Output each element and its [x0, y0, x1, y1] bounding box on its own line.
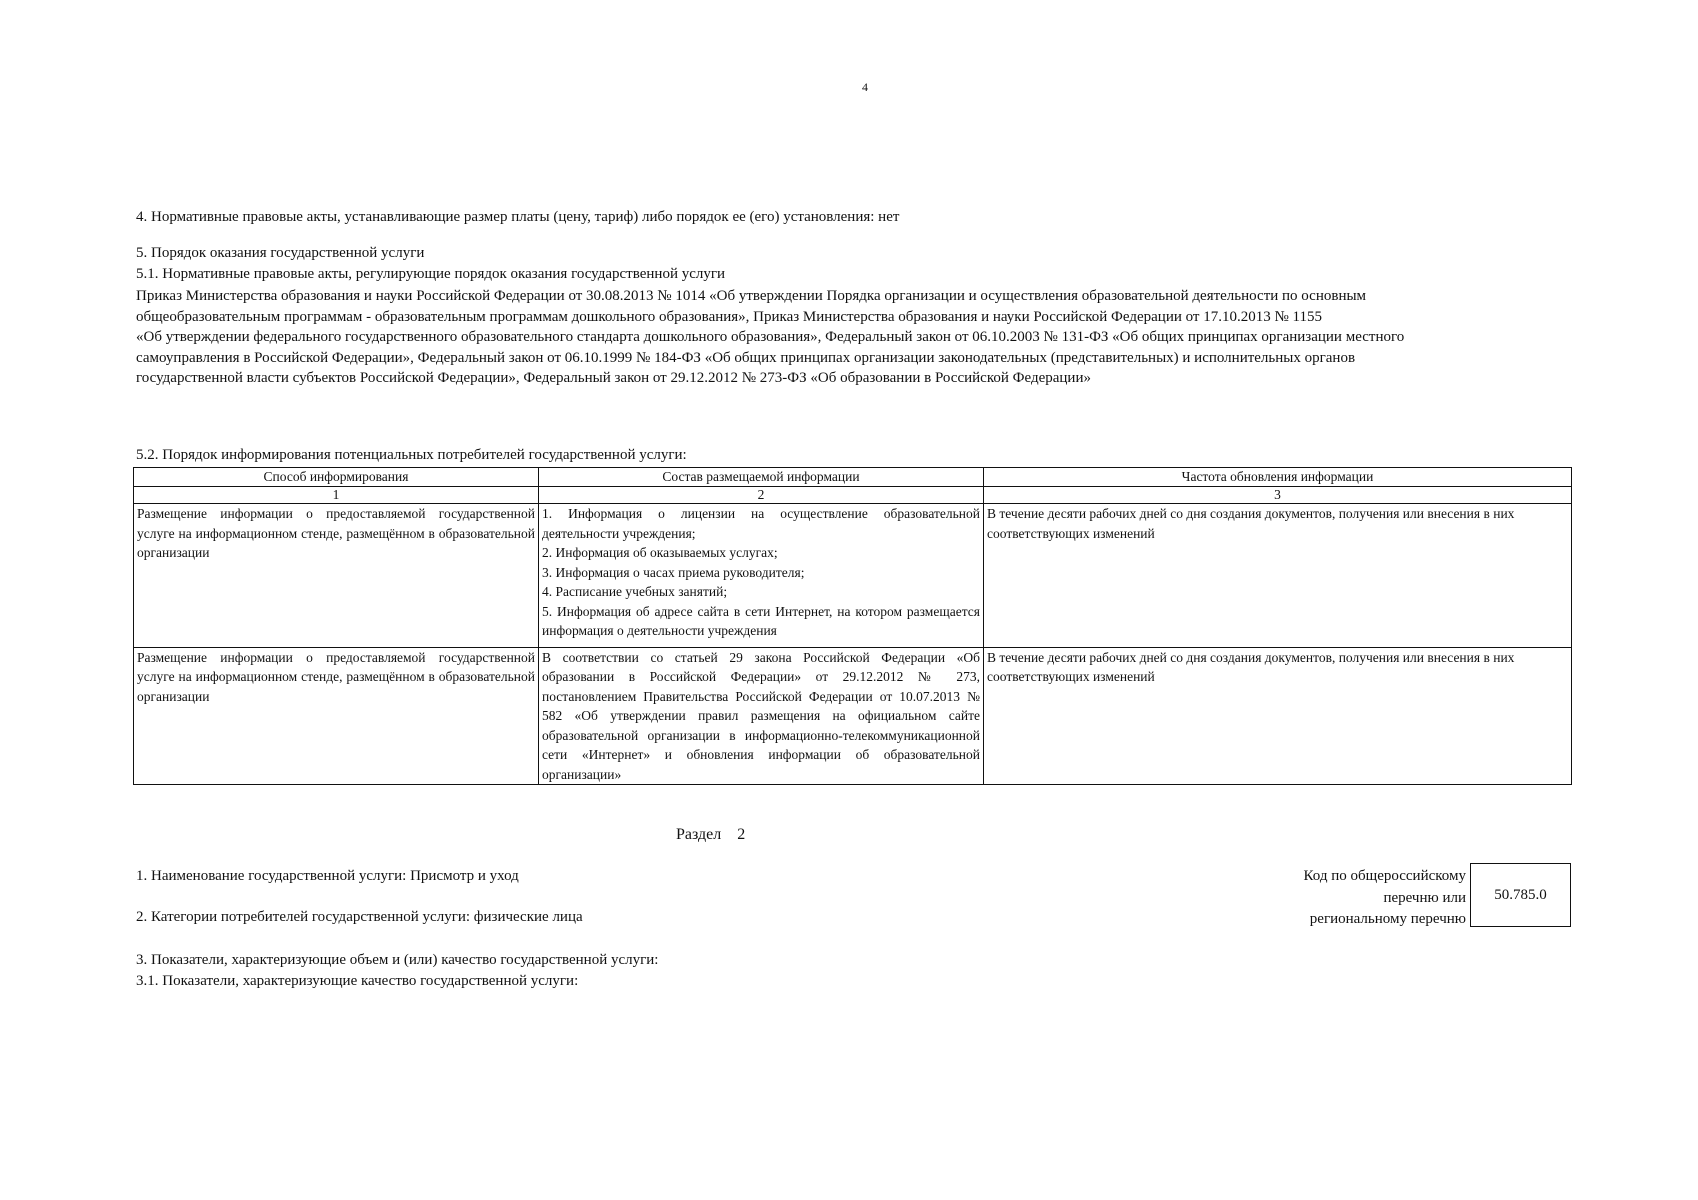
section2-consumer-categories: 2. Категории потребителей государственной услуги: физические лица — [136, 909, 583, 925]
registry-code-value: 50.785.0 — [1470, 863, 1571, 927]
cell-frequency: В течение десяти рабочих дней со дня создания документов, получения или внесения в них соответствующих изменений — [984, 504, 1572, 648]
registry-code-label-line: перечню или — [1383, 889, 1466, 906]
content-item: 2. Информация об оказываемых услугах; — [542, 545, 778, 560]
content-item: 4. Расписание учебных занятий; — [542, 584, 728, 599]
paragraph-5-1-acts: 5.1. Нормативные правовые акты, регулирующие порядок оказания государственной услуги — [136, 266, 726, 282]
table-row — [134, 504, 1572, 648]
registry-code-label-line: региональному перечню — [1309, 911, 1466, 927]
table-header-row — [134, 468, 1572, 487]
cell-content — [539, 647, 984, 785]
legal-acts-line: Приказ Министерства образования и науки Российской Федерации от 30.08.2013 № 1014 «Об утверждении Порядка организации и осуществления образовательной деятельности по основным — [136, 288, 1367, 304]
content-item: В соответствии со статьей 29 закона Российской Федерации «Об образовании в Российской Федерации» от 29.12.2012 № 273, постановлением Правительства Российской Федерации от 10.07.2013 № 582 «Об утверждении правил размещения на официальном сайте образовательной организации в информационно-телекоммуникационной сети «Интернет» и обновления информации об образовательной организации» — [542, 649, 980, 782]
registry-code-label-line: Код по общероссийскому — [1303, 868, 1466, 884]
informing-table — [133, 467, 1572, 785]
legal-acts-list — [136, 286, 1576, 389]
registry-code-label — [1240, 866, 1466, 931]
column-number: 3 — [984, 487, 1572, 504]
legal-acts-line: самоуправления в Российской Федерации», Федеральный закон от 06.10.1999 № 184-ФЗ «Об общих принципах организации законодательных (представительных) и исполнительных органов — [136, 349, 1356, 366]
column-header-frequency: Частота обновления информации — [984, 468, 1572, 487]
legal-acts-line: «Об утверждении федерального государственного образовательного стандарта дошкольного образования», Федеральный закон от 06.10.2003 № 131-ФЗ «Об общих принципах организации местного — [136, 329, 1405, 345]
paragraph-5-procedure: 5. Порядок оказания государственной услуги — [136, 245, 425, 261]
paragraph-5-2-informing: 5.2. Порядок информирования потенциальных потребителей государственной услуги: — [136, 447, 687, 463]
legal-acts-line: государственной власти субъектов Российской Федерации», Федеральный закон от 29.12.2012 № 273-ФЗ «Об образовании в Российской Федерации» — [136, 370, 1091, 386]
column-header-method: Способ информирования — [134, 468, 539, 487]
legal-acts-line: общеобразовательным программам - образовательным программам дошкольного образования», Приказ Министерства образования и науки Российской Федерации от 17.10.2013 № 1155 — [136, 308, 1322, 325]
content-item: 5. Информация об адресе сайта в сети Интернет, на котором размещается информация о деятельности учреждения — [542, 603, 980, 638]
content-item: 1. Информация о лицензии на осуществление образовательной деятельности учреждения; — [542, 506, 980, 541]
column-header-content: Состав размещаемой информации — [539, 468, 984, 487]
page-number: 4 — [862, 80, 868, 94]
cell-method: Размещение информации о предоставляемой государственной услуге на информационном стенде, размещённом в образовательной организации — [134, 504, 539, 648]
section2-service-name: 1. Наименование государственной услуги: Присмотр и уход — [136, 868, 519, 884]
table-number-row — [134, 487, 1572, 504]
column-number: 2 — [539, 487, 984, 504]
table-row — [134, 647, 1572, 785]
cell-method: Размещение информации о предоставляемой государственной услуге на информационном стенде, размещённом в образовательной организации — [134, 647, 539, 785]
cell-content — [539, 504, 984, 648]
section2-indicators: 3. Показатели, характеризующие объем и (или) качество государственной услуги: — [136, 952, 659, 968]
paragraph-4-fee-acts: 4. Нормативные правовые акты, устанавливающие размер платы (цену, тариф) либо порядок ее (его) установления: нет — [136, 209, 900, 225]
section-title: Раздел 2 — [676, 826, 746, 843]
cell-frequency: В течение десяти рабочих дней со дня создания документов, получения или внесения в них соответствующих изменений — [984, 647, 1572, 785]
section2-quality-indicators: 3.1. Показатели, характеризующие качество государственной услуги: — [136, 973, 579, 989]
content-item: 3. Информация о часах приема руководителя; — [542, 564, 805, 580]
column-number: 1 — [134, 487, 539, 504]
